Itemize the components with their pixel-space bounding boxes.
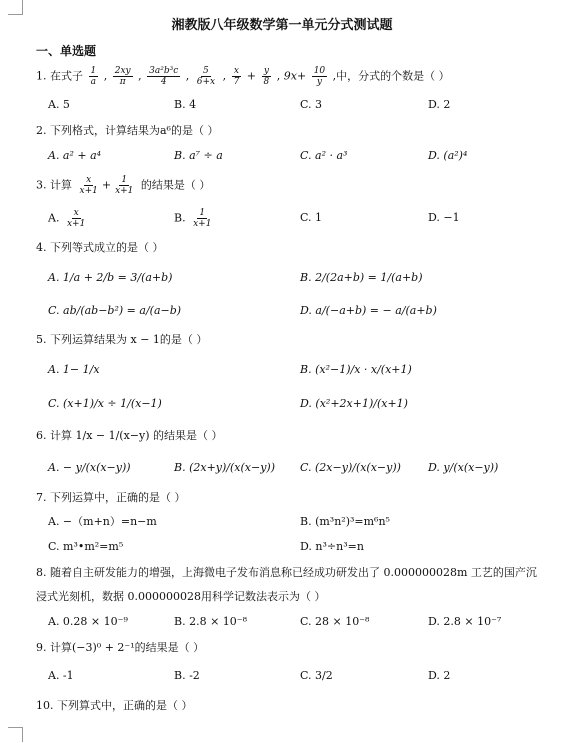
question-text: 3. 计算 bbox=[36, 178, 72, 192]
fraction: $\frac{1}{x+1}$ bbox=[115, 175, 134, 196]
option-d[interactable]: D. (a²)⁴ bbox=[428, 149, 468, 162]
option-a[interactable]: A. a² + a⁴ bbox=[48, 149, 102, 162]
question-6: 6. 计算 1/x − 1/(x−y) 的结果是（ ） bbox=[36, 429, 223, 442]
option-b[interactable]: B. (m³n²)³=m⁶n⁵ bbox=[300, 515, 390, 528]
option-a[interactable]: A. −（m+n）=n−m bbox=[48, 515, 157, 528]
fraction: $\frac{2xy}{\pi}$ bbox=[114, 66, 131, 87]
question-text: 的结果是（ ） bbox=[140, 178, 211, 192]
page-title: 湘教版八年级数学第一单元分式测试题 bbox=[171, 18, 393, 33]
fraction: $\frac{\text{3a²b³c}}{4}$ bbox=[149, 66, 179, 87]
page-corner-mark bbox=[8, 727, 23, 742]
question-4: 4. 下列等式成立的是（ ） bbox=[36, 241, 164, 254]
option-d[interactable]: D. −1 bbox=[428, 211, 460, 224]
fraction: $\frac{5}{6+x}$ bbox=[196, 66, 216, 87]
option-b[interactable]: B. -2 bbox=[174, 669, 200, 682]
option-c[interactable]: C. m³•m²=m⁵ bbox=[48, 540, 124, 553]
fraction: $\frac{x}{7}$ bbox=[233, 66, 240, 87]
question-5: 5. 下列运算结果为 x − 1的是（ ） bbox=[36, 333, 208, 346]
option-d[interactable]: D. (x²+2x+1)/(x+1) bbox=[300, 397, 408, 410]
option-a[interactable]: A. 0.28 × 10⁻⁹ bbox=[48, 615, 128, 628]
option-a[interactable]: A. -1 bbox=[48, 669, 74, 682]
option-a[interactable]: A. 1/a + 2/b = 3/(a+b) bbox=[48, 271, 173, 284]
question-text: 1. 在式子 bbox=[36, 69, 83, 83]
option-a[interactable]: A. $\frac{x}{x+1}$ bbox=[48, 208, 86, 229]
option-a[interactable]: A. 1− 1/x bbox=[48, 363, 100, 376]
fraction: $\frac{x}{x+1}$ bbox=[79, 175, 98, 196]
option-b[interactable]: B. 4 bbox=[174, 98, 197, 111]
option-d[interactable]: D. 2.8 × 10⁻⁷ bbox=[428, 615, 502, 628]
question-3: 3. 计算 $\frac{x}{x+1}$ + $\frac{1}{x+1}$ 的结果是（ ） bbox=[36, 175, 211, 196]
question-8-line-2: 浸式光刻机，数据 0.000000028用科学记数法表示为（ ） bbox=[36, 590, 326, 603]
option-a[interactable]: A. − y/(x(x−y)) bbox=[48, 461, 131, 474]
fraction: $\frac{y}{8}$ bbox=[263, 66, 270, 87]
question-10: 10. 下列算式中，正确的是（ ） bbox=[36, 699, 193, 712]
option-c[interactable]: C. 3/2 bbox=[300, 669, 333, 682]
option-c[interactable]: C. 28 × 10⁻⁸ bbox=[300, 615, 370, 628]
question-9: 9. 计算(−3)⁰ + 2⁻¹的结果是（ ） bbox=[36, 641, 205, 654]
option-d[interactable]: D. n³÷n³=n bbox=[300, 540, 364, 553]
option-c[interactable]: C. ab/(ab−b²) = a/(a−b) bbox=[48, 304, 182, 317]
option-b[interactable]: B. (x²−1)/x · x/(x+1) bbox=[300, 363, 412, 376]
option-b[interactable]: B. a⁷ ÷ a bbox=[174, 149, 223, 162]
option-d[interactable]: D. a/(−a+b) = − a/(a+b) bbox=[300, 304, 437, 317]
option-b[interactable]: B. 2.8 × 10⁻⁸ bbox=[174, 615, 247, 628]
option-a[interactable]: A. 5 bbox=[48, 98, 70, 111]
question-7: 7. 下列运算中，正确的是（ ） bbox=[36, 491, 186, 504]
option-c[interactable]: C. 3 bbox=[300, 98, 323, 111]
option-d[interactable]: D. y/(x(x−y)) bbox=[428, 461, 499, 474]
option-b[interactable]: B. $\frac{1}{x+1}$ bbox=[174, 208, 212, 229]
question-2: 2. 下列格式，计算结果为a⁶的是（ ） bbox=[36, 124, 219, 137]
option-d[interactable]: D. 2 bbox=[428, 98, 451, 111]
page-corner-mark bbox=[8, 0, 23, 15]
section-heading: 一、单选题 bbox=[36, 44, 97, 58]
option-b[interactable]: B. (2x+y)/(x(x−y)) bbox=[174, 461, 276, 474]
question-1: 1. 在式子 $\frac{1}{a}$ , $\frac{2xy}{\pi}$ , $\frac{\text{3a²b³c}}{4}$ , $\frac{5}{6+x}$ , $\frac{x}{7}$ + $\frac{y}{8}$ , 9x+ $\frac{10}{y}$ ,中，分式的个数是（ ） bbox=[36, 66, 450, 87]
option-c[interactable]: C. (2x−y)/(x(x−y)) bbox=[300, 461, 401, 474]
option-d[interactable]: D. 2 bbox=[428, 669, 451, 682]
option-c[interactable]: C. 1 bbox=[300, 211, 323, 224]
option-c[interactable]: C. a² · a³ bbox=[300, 149, 348, 162]
fraction: $\frac{1}{a}$ bbox=[90, 66, 97, 87]
option-b[interactable]: B. 2/(2a+b) = 1/(a+b) bbox=[300, 271, 423, 284]
question-8-line-1: 8. 随着自主研发能力的增强，上海微电子发布消息称已经成功研发出了 0.000000028m 工艺的国产沉 bbox=[36, 566, 537, 579]
question-text: ,中，分式的个数是（ ） bbox=[332, 69, 450, 83]
option-c[interactable]: C. (x+1)/x ÷ 1/(x−1) bbox=[48, 397, 162, 410]
math-term: 9x+ bbox=[283, 69, 307, 83]
fraction: $\frac{10}{y}$ bbox=[313, 66, 326, 87]
